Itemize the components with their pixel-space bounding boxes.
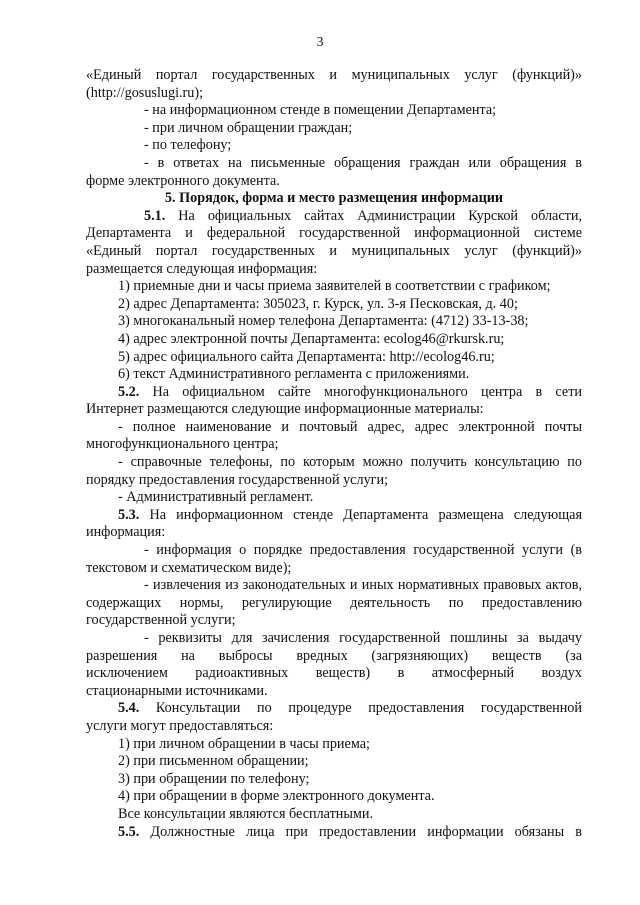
list-item: 3) многоканальный номер телефона Департамента: (4712) 33-13-38; [118, 313, 529, 330]
paragraph-5-3 [86, 507, 582, 525]
list-item: - полное наименование и почтовый адрес, адрес электронной почты [118, 418, 582, 435]
text-line: Интернет размещаются следующие информационные материалы: [86, 401, 484, 418]
text-line: многофункционального центра; [86, 436, 279, 453]
text-line: разрешения на выбросы вредных (загрязняющих) веществ (за [86, 647, 582, 664]
list-item: 4) при обращении в форме электронного документа. [118, 788, 435, 805]
text-line: Консультации по процедуре предоставления государственной [139, 700, 582, 717]
text-line: содержащих нормы, регулирующие деятельность по предоставлению [86, 594, 582, 611]
text-line: услуги могут предоставляться: [86, 717, 274, 734]
text-line: стационарными источниками. [86, 682, 268, 699]
page-number: 3 [316, 35, 324, 50]
text-line: текстовом и схематическом виде); [86, 559, 292, 576]
text-line: «Единый портал государственных и муниципальных услуг (функций)» [86, 242, 582, 259]
clause-number: 5.3. [118, 506, 140, 523]
list-item: - по телефону; [144, 137, 232, 154]
text-line: На официальном сайте многофункционального центра в сети [139, 383, 582, 400]
text-line: Все консультации являются бесплатными. [118, 805, 374, 822]
text-line: форме электронного документа. [86, 172, 280, 189]
list-item: - реквизиты для зачисления государственной пошлины за выдачу [144, 630, 582, 646]
section-heading-text: 5. Порядок, форма и место размещения информации [164, 190, 504, 207]
text-line: На официальных сайтах Администрации Курской области, [165, 207, 582, 224]
list-item: - при личном обращении граждан; [144, 119, 353, 136]
list-item: - в ответах на письменные обращения граждан или обращения в [144, 154, 582, 171]
text-line: размещается следующая информация: [86, 260, 318, 277]
clause-number: 5.2. [118, 383, 140, 400]
list-item: - на информационном стенде в помещении Департамента; [144, 102, 497, 119]
paragraph-5-2 [86, 384, 582, 402]
paragraph-5-4 [86, 700, 582, 718]
list-item: - Административный регламент. [118, 489, 314, 506]
clause-number: 5.5. [118, 823, 140, 840]
text-line: «Единый портал государственных и муниципальных услуг (функций)» [86, 67, 582, 83]
text-line: Департамента и федеральной государственной информационной системе [86, 225, 582, 242]
section-heading [86, 190, 582, 208]
text-line: На информационном стенде Департамента размещена следующая [139, 506, 582, 523]
list-item: 2) при письменном обращении; [118, 753, 309, 770]
clause-number: 5.1. [144, 207, 166, 224]
text-line: государственной услуги; [86, 612, 236, 629]
link-text: (http://gosuslugi.ru); [86, 84, 204, 101]
document-body [86, 67, 582, 841]
text-line: порядку предоставления государственной услуги; [86, 471, 389, 488]
text-line: информация: [86, 524, 166, 541]
text-line: исключением радиоактивных веществ) в атмосферный воздух [86, 665, 582, 682]
paragraph-5-1 [86, 208, 582, 226]
paragraph-5-5 [86, 824, 582, 842]
list-item: 5) адрес официального сайта Департамента: http://ecolog46.ru; [118, 348, 495, 365]
list-item: - справочные телефоны, по которым можно получить консультацию по [118, 454, 582, 471]
list-item: 1) приемные дни и часы приема заявителей в соответствии с графиком; [118, 278, 551, 295]
list-item: 1) при личном обращении в часы приема; [118, 735, 370, 752]
list-item: 3) при обращении по телефону; [118, 770, 310, 787]
list-item: 2) адрес Департамента: 305023, г. Курск, ул. 3-я Песковская, д. 40; [118, 295, 518, 312]
list-item: - информация о порядке предоставления государственной услуги (в [144, 542, 582, 559]
list-item: 4) адрес электронной почты Департамента: ecolog46@rkursk.ru; [118, 330, 505, 347]
list-item: 6) текст Административного регламента с приложениями. [118, 366, 470, 383]
clause-number: 5.4. [118, 700, 140, 717]
text-line: Должностные лица при предоставлении информации обязаны в [139, 823, 582, 840]
list-item: - извлечения из законодательных и иных нормативных правовых актов, [144, 577, 582, 594]
